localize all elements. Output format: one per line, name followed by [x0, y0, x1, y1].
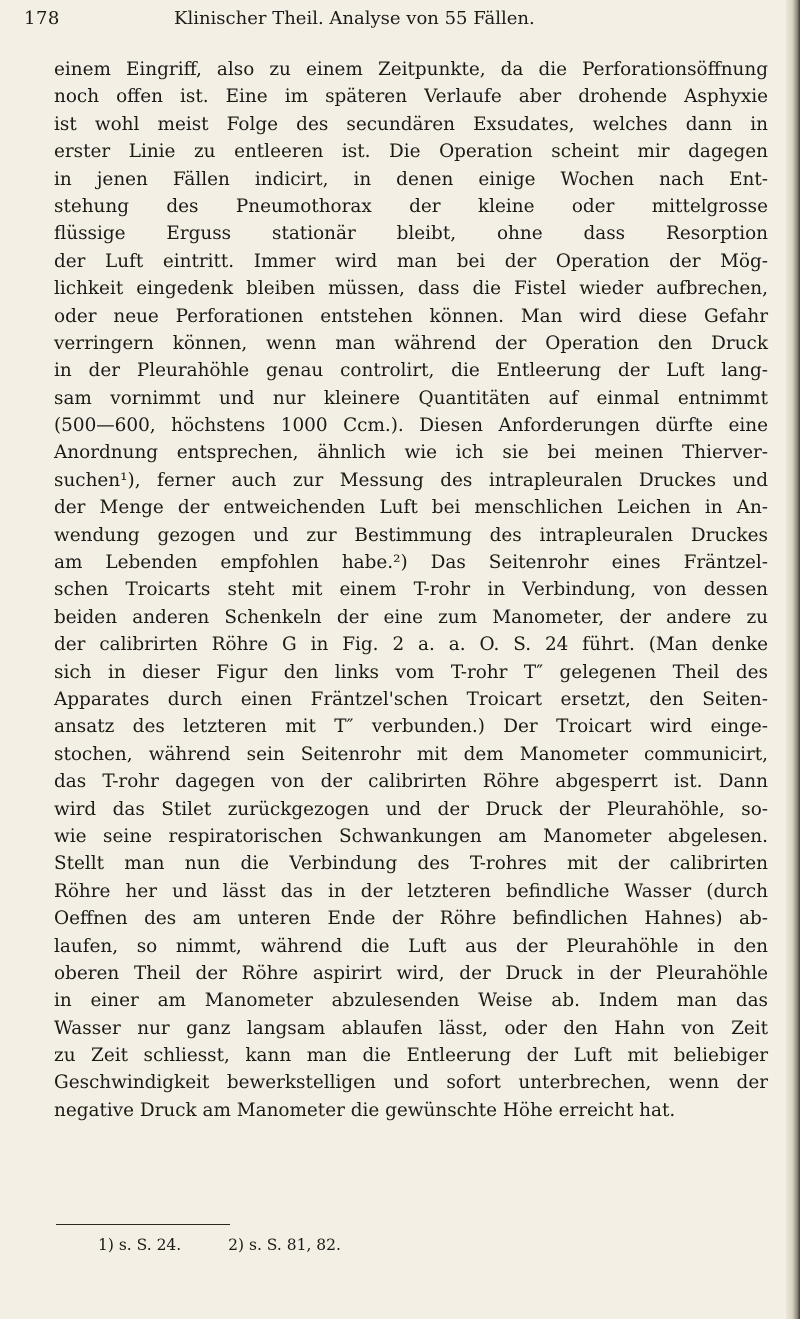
page-edge-shadow	[786, 0, 800, 1319]
footnote-divider	[56, 1224, 230, 1225]
text-line: stehung des Pneumothorax der kleine oder mittelgrosse	[54, 195, 768, 217]
text-line: der Luft eintritt. Immer wird man bei der Operation der Mög-	[54, 250, 768, 272]
text-line: Anordnung entsprechen, ähnlich wie ich sie bei meinen Thierver-	[54, 442, 768, 464]
page-number: 178	[24, 8, 60, 29]
text-line: Röhre her und lässt das in der letzteren befindliche Wasser (durch	[54, 880, 768, 902]
text-line: der calibrirten Röhre G in Fig. 2 a. a. O. S. 24 führt. (Man denke	[54, 634, 768, 656]
text-line: der Menge der entweichenden Luft bei menschlichen Leichen in An-	[54, 497, 768, 519]
text-line: wendung gezogen und zur Bestimmung des intrapleuralen Druckes	[54, 524, 768, 546]
text-line: (500—600, höchstens 1000 Ccm.). Diesen Anforderungen dürfte eine	[54, 415, 768, 437]
text-line: negative Druck am Manometer die gewünschte Höhe erreicht hat.	[54, 1099, 676, 1121]
running-title: Klinischer Theil. Analyse von 55 Fällen.	[174, 8, 535, 29]
text-line: ansatz des letzteren mit T″ verbunden.) Der Troicart wird einge-	[54, 716, 768, 738]
text-line: am Lebenden empfohlen habe.²) Das Seitenrohr eines Fräntzel-	[54, 552, 768, 574]
text-line: oder neue Perforationen entstehen können. Man wird diese Gefahr	[54, 305, 768, 327]
text-line: stochen, während sein Seitenrohr mit dem Manometer communicirt,	[54, 743, 768, 765]
text-line: zu Zeit schliesst, kann man die Entleerung der Luft mit beliebiger	[54, 1045, 768, 1067]
text-line: in einer am Manometer abzulesenden Weise ab. Indem man das	[54, 990, 768, 1012]
text-line: Apparates durch einen Fräntzel'schen Troicart ersetzt, den Seiten-	[54, 688, 768, 710]
text-line: schen Troicarts steht mit einem T-rohr in Verbindung, von dessen	[54, 579, 768, 601]
text-line: suchen¹), ferner auch zur Messung des intrapleuralen Druckes und	[54, 469, 768, 491]
page-header	[24, 4, 764, 34]
body-text	[54, 56, 768, 1124]
text-line: oberen Theil der Röhre aspirirt wird, der Druck in der Pleurahöhle	[54, 962, 768, 984]
footnotes	[98, 1234, 383, 1256]
footnote-1: 1) s. S. 24.	[98, 1236, 182, 1254]
text-line: ist wohl meist Folge des secundären Exsudates, welches dann in	[54, 113, 768, 135]
text-line: einem Eingriff, also zu einem Zeitpunkte, da die Perforationsöffnung	[54, 59, 768, 80]
text-line: laufen, so nimmt, während die Luft aus der Pleurahöhle in den	[54, 935, 768, 957]
text-line: wird das Stilet zurückgezogen und der Druck der Pleurahöhle, so-	[54, 798, 768, 820]
text-line: noch offen ist. Eine im späteren Verlaufe aber drohende Asphyxie	[54, 86, 768, 108]
text-line: wie seine respiratorischen Schwankungen am Manometer abgelesen.	[54, 825, 768, 847]
text-line: das T-rohr dagegen von der calibrirten Röhre abgesperrt ist. Dann	[54, 771, 768, 793]
text-line: lichkeit eingedenk bleiben müssen, dass die Fistel wieder aufbrechen,	[54, 278, 768, 300]
text-line: in der Pleurahöhle genau controlirt, die Entleerung der Luft lang-	[54, 360, 768, 382]
text-line: verringern können, wenn man während der Operation den Druck	[54, 332, 768, 354]
text-line: flüssige Erguss stationär bleibt, ohne dass Resorption	[54, 223, 768, 245]
text-line: erster Linie zu entleeren ist. Die Operation scheint mir dagegen	[54, 141, 768, 163]
text-line: beiden anderen Schenkeln der eine zum Manometer, der andere zu	[54, 606, 768, 628]
text-line: sam vornimmt und nur kleinere Quantitäten auf einmal entnimmt	[54, 387, 768, 409]
footnote-2: 2) s. S. 81, 82.	[228, 1236, 341, 1254]
text-line: in jenen Fällen indicirt, in denen einige Wochen nach Ent-	[54, 168, 768, 190]
text-line: Stellt man nun die Verbindung des T-rohres mit der calibrirten	[54, 853, 768, 875]
text-line: Geschwindigkeit bewerkstelligen und sofort unterbrechen, wenn der	[54, 1072, 768, 1094]
text-line: Wasser nur ganz langsam ablaufen lässt, oder den Hahn von Zeit	[54, 1017, 768, 1039]
text-line: Oeffnen des am unteren Ende der Röhre befindlichen Hahnes) ab-	[54, 908, 768, 930]
text-line: sich in dieser Figur den links vom T-rohr T″ gelegenen Theil des	[54, 661, 768, 683]
